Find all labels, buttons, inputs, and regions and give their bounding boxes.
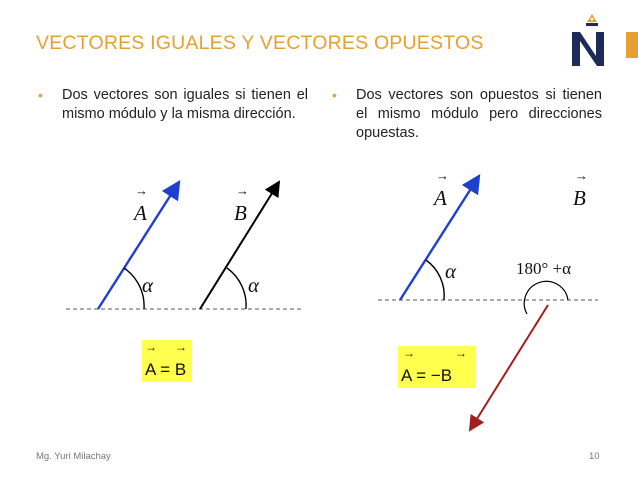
footer-author: Mg. Yuri Milachay	[36, 451, 111, 462]
equation-rhs: −B	[430, 366, 453, 385]
vector-mark: →	[436, 168, 449, 183]
label-angle-b: 180° +α	[516, 259, 572, 278]
label-angle-a: α	[445, 259, 457, 283]
vector-b-right	[470, 305, 548, 430]
equation-operator: =	[160, 360, 171, 379]
label-vector-a: A	[134, 201, 147, 225]
slide-title: VECTORES IGUALES Y VECTORES OPUESTOS	[36, 32, 484, 54]
label-angle-b: α	[248, 273, 260, 297]
equation-operator: =	[416, 366, 427, 385]
bullet-text: Dos vectores son opuestos si tienen el mismo módulo pero direcciones opuestas.	[356, 87, 602, 141]
vector-mark: →	[455, 346, 467, 360]
equation-lhs: A	[145, 360, 156, 379]
equation-lhs: A	[401, 366, 412, 385]
label-vector-a: A	[434, 186, 447, 210]
angle-arc-b-left	[227, 268, 246, 309]
vector-mark: →	[236, 183, 249, 198]
angle-arc-a-right	[426, 260, 444, 300]
vector-mark: →	[403, 346, 415, 360]
vector-mark: →	[175, 340, 187, 354]
equation-text	[401, 366, 452, 386]
vector-mark: →	[145, 340, 157, 354]
bullet-text: Dos vectores son iguales si tienen el mismo módulo y la misma dirección.	[62, 87, 308, 122]
bullet-marker: •	[38, 87, 43, 103]
label-vector-b: B	[573, 186, 586, 210]
equation-equal-vectors	[142, 340, 192, 382]
label-angle-a: α	[142, 273, 154, 297]
bullet-marker: •	[332, 87, 337, 103]
page-number: 10	[589, 451, 600, 462]
equation-rhs: B	[174, 360, 187, 379]
equation-opposite-vectors	[398, 346, 475, 388]
vector-mark: →	[135, 183, 148, 198]
vector-mark: →	[575, 168, 588, 183]
label-vector-b: B	[234, 201, 247, 225]
equation-text	[145, 360, 186, 380]
